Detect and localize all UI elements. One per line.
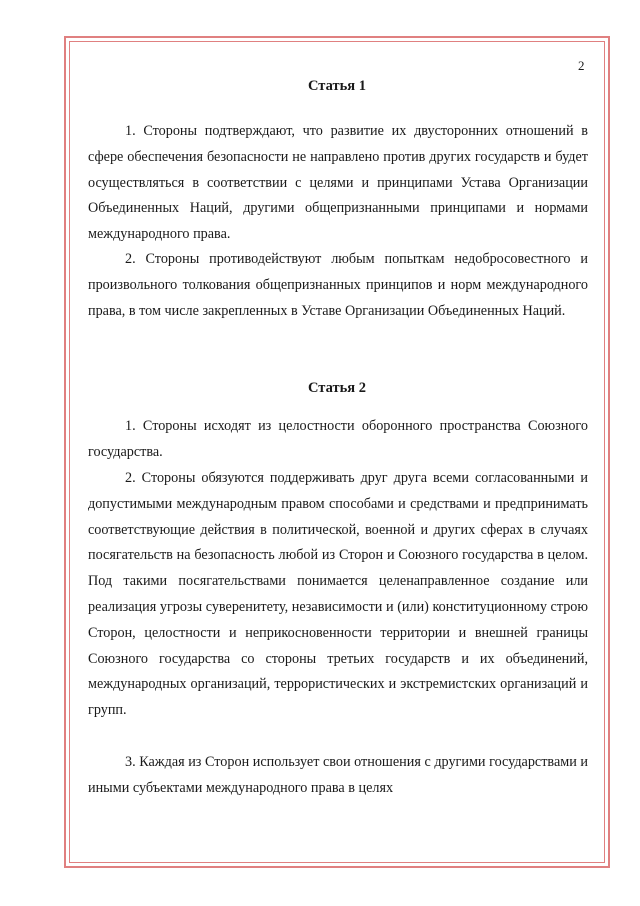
- article-1-heading: Статья 1: [308, 78, 366, 94]
- article-2-heading: Статья 2: [308, 380, 366, 396]
- article-1-paragraph-2: 2. Стороны противодействуют любым попыткам недобросовестного и произвольного толкования общепризнанных принципов и норм международного права, в том числе закрепленных в Уставе Организации Объединенных Наций.: [88, 251, 588, 319]
- article-2-paragraph-1: 1. Стороны исходят из целостности оборонного пространства Союзного государства.: [88, 418, 588, 460]
- article-1-paragraph-1: 1. Стороны подтверждают, что развитие их двусторонних отношений в сфере обеспечения безопасности не направлено против других государств и будет осуществляться в соответствии с целями и принципами Устава Организации Объединенных Наций, другими общепризнанными принципами и нормами международного права.: [88, 123, 588, 243]
- article-2-paragraph-3: 3. Каждая из Сторон использует свои отношения с другими государствами и иными субъектами международного права в целях: [88, 754, 588, 796]
- article-2-paragraph-2: 2. Стороны обязуются поддерживать друг друга всеми согласованными и допустимыми международным правом способами и средствами и предпринимать соответствующие действия в политической, военной и других сферах в случаях посягательств на безопасность любой из Сторон и Союзного государства в целом. Под такими посягательствами понимается целенаправленное создание или реализация угрозы суверенитету, независимости и (или) конституционному строю Сторон, целостности и неприкосновенности территории и внешней границы Союзного государства со стороны третьих государств и их объединений, международных организаций, террористических и экстремистских организаций и групп.: [88, 470, 588, 719]
- page-number: 2: [578, 58, 585, 73]
